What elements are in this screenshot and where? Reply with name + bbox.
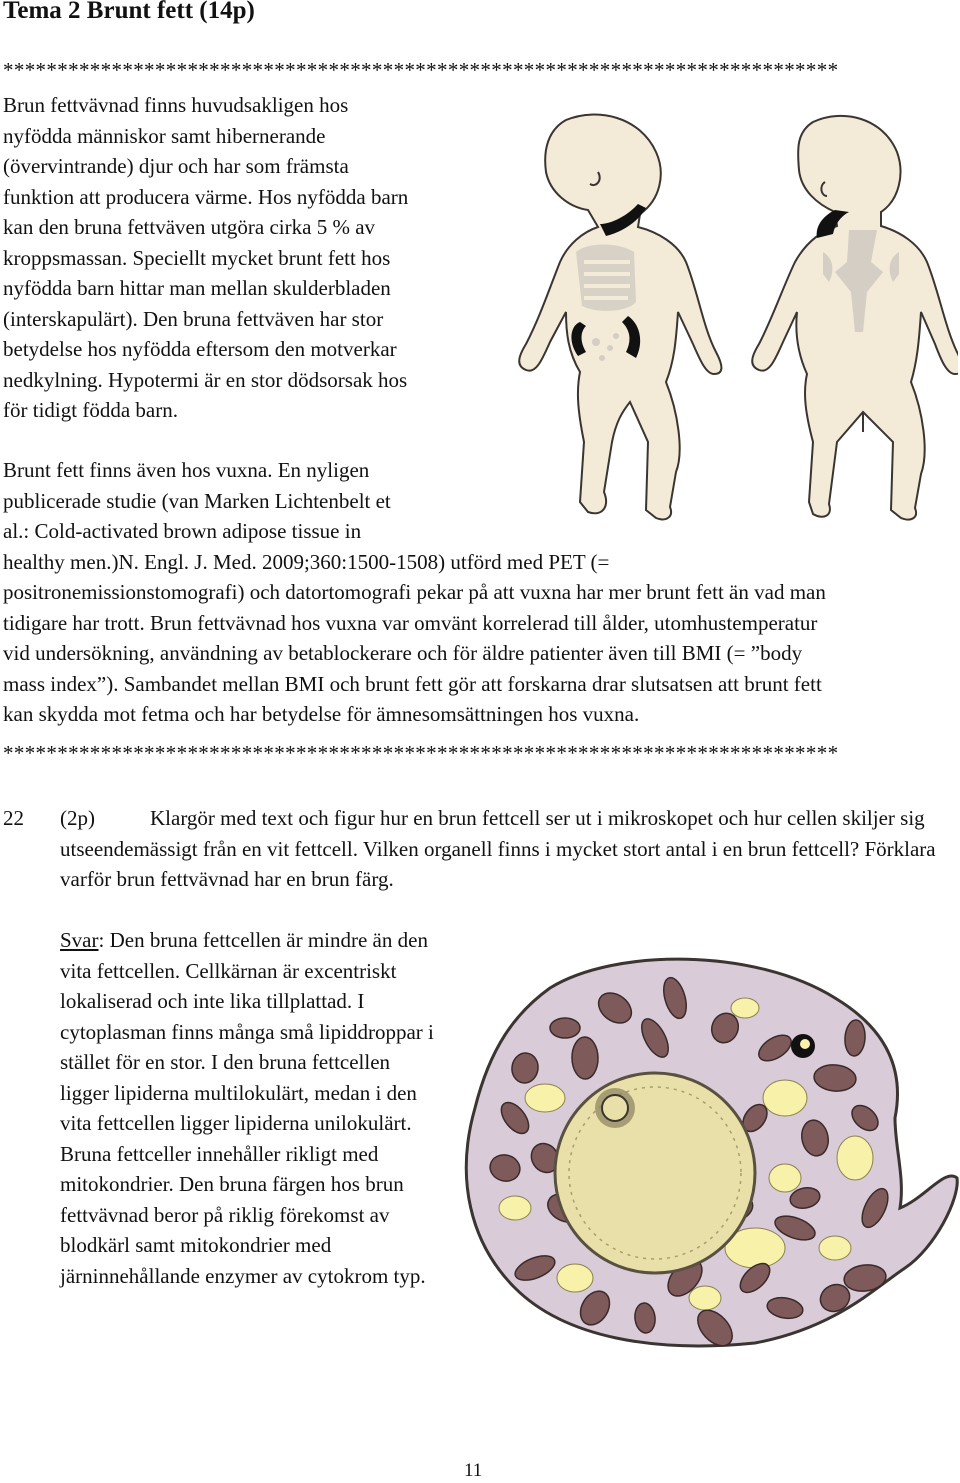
cell-nucleus	[555, 1073, 755, 1273]
infant-front-figure	[519, 115, 721, 520]
infant-back-figure	[752, 116, 958, 520]
text-line: healthy men.)N. Engl. J. Med. 2009;360:1500-1508) utförd med PET (=	[3, 549, 610, 574]
text-line: betydelse hos nyfödda eftersom den motverkar	[3, 337, 397, 361]
text-line: kroppsmassan. Speciellt mycket brunt fett hos	[3, 245, 391, 270]
text-line: mass index”). Sambandet mellan BMI och brunt fett gör att forskarna drar slutsatsen att brunt fett	[3, 671, 822, 696]
text-line: för tidigt födda barn.	[3, 398, 178, 422]
text-line: kan skydda mot fetma och har betydelse för ämnesomsättningen hos vuxna.	[3, 702, 640, 726]
intro-paragraph	[3, 90, 493, 426]
text-line: nyfödda människor samt hibernerande	[3, 123, 326, 148]
answer-block	[60, 925, 440, 1291]
question-number: 22	[3, 806, 24, 830]
text-line: al.: Cold-activated brown adipose tissue in	[3, 519, 362, 543]
question-points: (2p)	[60, 806, 95, 830]
page-number: 11	[464, 1460, 483, 1481]
text-line: (övervintrande) djur och har som främsta	[3, 154, 349, 178]
text-line: publicerade studie (van Marken Lichtenbelt et	[3, 488, 391, 513]
text-line: (interskapulärt). Den bruna fettväven har stor	[3, 306, 384, 331]
text-line: vid undersökning, användning av betablockerare och för äldre patienter även till BMI (= ”body	[3, 641, 803, 665]
question-22	[3, 803, 958, 895]
answer-label: Svar	[60, 928, 99, 952]
page-heading: Tema 2 Brunt fett (14p)	[3, 0, 255, 24]
question-text: Klargör med text och figur hur en brun fettcell ser ut i mikroskopet och hur cellen skiljer sig utseendemässigt från en vit fettcell. Vilken organell finns i mycket stort antal i en brun fettcell? Förklara varför brun fettvävnad har en brun färg.	[60, 806, 936, 891]
separator-top: *****************************************************************************	[3, 58, 839, 82]
text-line: tidigare har trott. Brun fettvävnad hos vuxna var omvänt korrelerad till ålder, utomhustemperatur	[3, 610, 818, 635]
text-line: Brunt fett finns även hos vuxna. En nyligen	[3, 458, 370, 482]
text-line: funktion att producera värme. Hos nyfödda barn	[3, 184, 409, 209]
separator-bottom: *****************************************************************************	[3, 741, 839, 765]
infant-brown-fat-figure	[488, 112, 958, 530]
brown-fat-cell-figure	[455, 948, 960, 1350]
text-line: Brun fettvävnad finns huvudsakligen hos	[3, 93, 349, 117]
text-line: nyfödda barn hittar man mellan skulderbladen	[3, 276, 391, 300]
text-line: kan den bruna fettväven utgöra cirka 5 % av	[3, 215, 376, 239]
text-line: positronemissionstomografi) och datortomografi pekar på att vuxna har mer brunt fett än vad man	[3, 580, 826, 604]
text-line: nedkylning. Hypotermi är en stor dödsorsak hos	[3, 367, 408, 392]
answer-text: : Den bruna fettcellen är mindre än den vita fettcellen. Cellkärnan är excentriskt lokaliserad och inte lika tillplattad. I cytoplasman finns många små lipiddroppar i stället för en stor. I den bruna fettcellen ligger lipiderna multilokulärt, medan i den vita fettcellen ligger lipiderna unilokulärt. Bruna fettceller innehåller rikligt med mitokondrier. Den bruna färgen hos brun fettvävnad beror på riklig förekomst av blodkärl samt mitokondrier med järninnehållande enzymer av cytokrom typ.	[60, 928, 434, 1288]
